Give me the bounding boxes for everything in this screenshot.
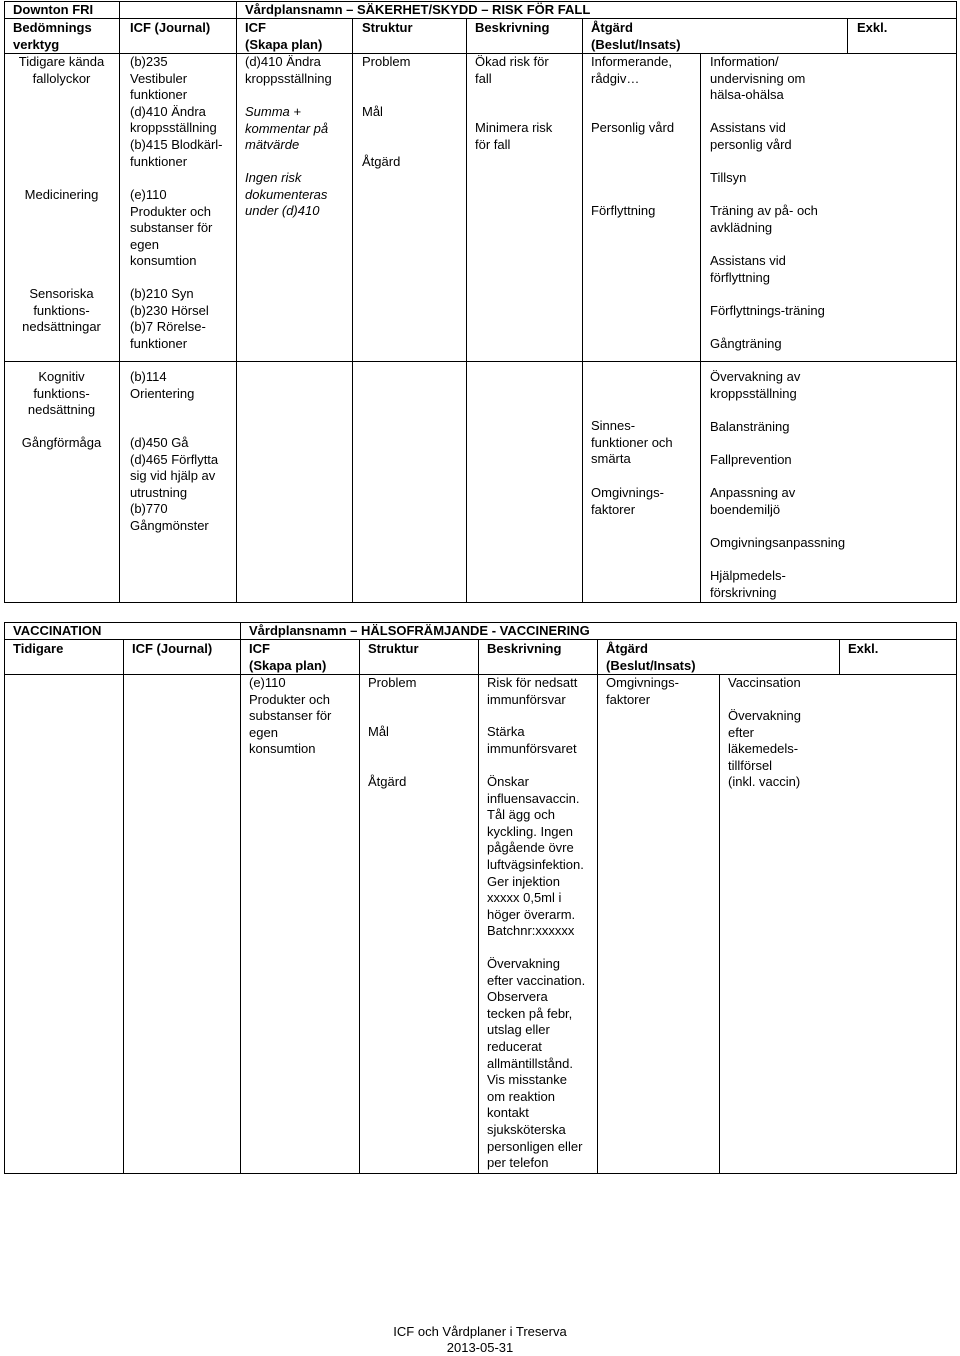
header-excluded: Exkl. — [848, 641, 879, 656]
action-item: Informerande, rådgiv… — [591, 54, 672, 86]
icf-journal-code: (b)210 Syn (b)230 Hörsel (b)7 Rörelse- funktioner — [130, 286, 209, 351]
description-action: Önskar influensavaccin. Tål ägg och kyckling. Ingen pågående övre luftvägsinfektion. Ger injektion xxxxx 0,5ml i höger överarm. Batchnr:xxxxxx — [487, 774, 584, 939]
table-divider — [240, 622, 241, 1173]
header-action: Åtgärd (Beslut/Insats) — [606, 641, 696, 673]
table-divider — [582, 18, 583, 602]
table-border — [4, 622, 5, 1174]
action-item: Omgivnings- faktorer — [606, 675, 679, 707]
table-divider — [352, 18, 353, 602]
header-icf-journal: ICF (Journal) — [132, 641, 213, 656]
action-item: Förflyttning — [591, 203, 656, 218]
structure-problem: Problem — [362, 54, 411, 69]
intervention-item: Hjälpmedels- förskrivning — [710, 568, 786, 600]
header-description: Beskrivning — [487, 641, 562, 656]
table-divider — [478, 639, 479, 1173]
assessment-item: Tidigare kända fallolyckor — [18, 54, 105, 86]
footer-date: 2013-05-31 — [446, 1340, 514, 1355]
header-description: Beskrivning — [475, 20, 550, 35]
table-divider — [466, 18, 467, 602]
intervention-item: Gångträning — [710, 336, 782, 351]
table-divider — [4, 361, 957, 362]
header-previous: Tidigare — [13, 641, 64, 656]
intervention-item: Övervakning av kroppsställning — [710, 369, 801, 401]
intervention-item: Assistans vid personlig vård — [710, 120, 792, 152]
icf-journal-code: (d)450 Gå (d)465 Förflytta sig vid hjälp av utrustning (b)770 Gångmönster — [130, 435, 219, 533]
icf-plan-code: (d)410 Ändra kroppsställning — [245, 54, 332, 86]
intervention-item: Fallprevention — [710, 452, 792, 467]
intervention-item: Övervakning efter läkemedels- tillförsel (inkl. vaccin) — [728, 708, 801, 790]
header-structure: Struktur — [362, 20, 413, 35]
assessment-item: Sensoriska funktions- nedsättningar — [22, 286, 101, 335]
table-divider — [719, 674, 720, 1173]
intervention-item: Tillsyn — [710, 170, 747, 185]
intervention-item: Omgivningsanpassning — [710, 535, 846, 550]
header-icf-create-plan: ICF (Skapa plan) — [249, 641, 327, 673]
intervention-item: Anpassning av boendemiljö — [710, 485, 796, 517]
table-title: Downton FRI — [13, 2, 94, 17]
icf-plan-code: (e)110 Produkter och substanser för egen konsumtion — [249, 675, 332, 757]
icf-journal-code: (e)110 Produkter och substanser för egen konsumtion — [130, 187, 213, 269]
table-divider — [359, 639, 360, 1173]
table-divider — [597, 639, 598, 1173]
intervention-item: Balansträning — [710, 419, 790, 434]
structure-action: Åtgärd — [368, 774, 407, 789]
icf-journal-code: (b)114 Orientering — [130, 369, 195, 401]
assessment-item: Medicinering — [24, 187, 99, 202]
action-item: Omgivnings- faktorer — [591, 485, 664, 517]
description-goal: Stärka immunförsvaret — [487, 724, 577, 756]
assessment-item: Gångförmåga — [21, 435, 102, 450]
table-divider — [119, 1, 120, 602]
intervention-item: Träning av på- och avklädning — [710, 203, 818, 235]
header-icf-journal: ICF (Journal) — [130, 20, 211, 35]
description-problem: Ökad risk för fall — [475, 54, 549, 86]
table-title: VACCINATION — [13, 623, 102, 638]
table-divider — [700, 53, 701, 602]
table-divider — [847, 18, 848, 53]
header-icf-create-plan: ICF (Skapa plan) — [245, 20, 323, 52]
description-problem: Risk för nedsatt immunförsvar — [487, 675, 578, 707]
assessment-item: Kognitiv funktions- nedsättning — [27, 369, 96, 418]
table-border — [4, 1173, 957, 1174]
icf-journal-code: (b)235 Vestibuler funktioner (d)410 Ändra kroppsställning (b)415 Blodkärl- funktioner — [130, 54, 223, 169]
plan-name: Vårdplansnamn – SÄKERHET/SKYDD – RISK FÖR FALL — [245, 2, 591, 17]
description-follow-up: Övervakning efter vaccination. Observera tecken på febr, utslag eller reducerat allmäntillstånd. Vis misstanke om reaktion kontakt sjuksköterska personligen eller per telefon — [487, 956, 586, 1171]
structure-action: Åtgärd — [362, 154, 401, 169]
header-action: Åtgärd (Beslut/Insats) — [591, 20, 681, 52]
action-item: Personlig vård — [591, 120, 675, 135]
structure-goal: Mål — [362, 104, 383, 119]
icf-plan-note: Ingen risk dokumenteras under (d)410 — [245, 170, 328, 219]
table-border — [4, 602, 957, 603]
structure-problem: Problem — [368, 675, 417, 690]
footer-title: ICF och Vårdplaner i Treserva — [393, 1324, 567, 1339]
table-border — [956, 1, 957, 603]
intervention-item: Assistans vid förflyttning — [710, 253, 786, 285]
plan-name: Vårdplansnamn – HÄLSOFRÄMJANDE - VACCINERING — [249, 623, 590, 638]
icf-plan-note: Summa + kommentar på mätvärde — [245, 104, 329, 153]
table-divider — [236, 1, 237, 602]
header-assessment-tool: Bedömnings verktyg — [13, 20, 92, 52]
intervention-item: Förflyttnings-träning — [710, 303, 825, 318]
table-divider — [123, 639, 124, 1173]
structure-goal: Mål — [368, 724, 389, 739]
description-goal: Minimera risk för fall — [475, 120, 553, 152]
intervention-item: Vaccinsation — [728, 675, 801, 690]
action-item: Sinnes- funktioner och smärta — [591, 418, 673, 467]
table-divider — [839, 639, 840, 674]
intervention-item: Information/ undervisning om hälsa-ohälsa — [710, 54, 806, 103]
table-divider — [4, 674, 957, 675]
header-excluded: Exkl. — [857, 20, 888, 35]
table-border — [956, 622, 957, 1174]
header-structure: Struktur — [368, 641, 419, 656]
